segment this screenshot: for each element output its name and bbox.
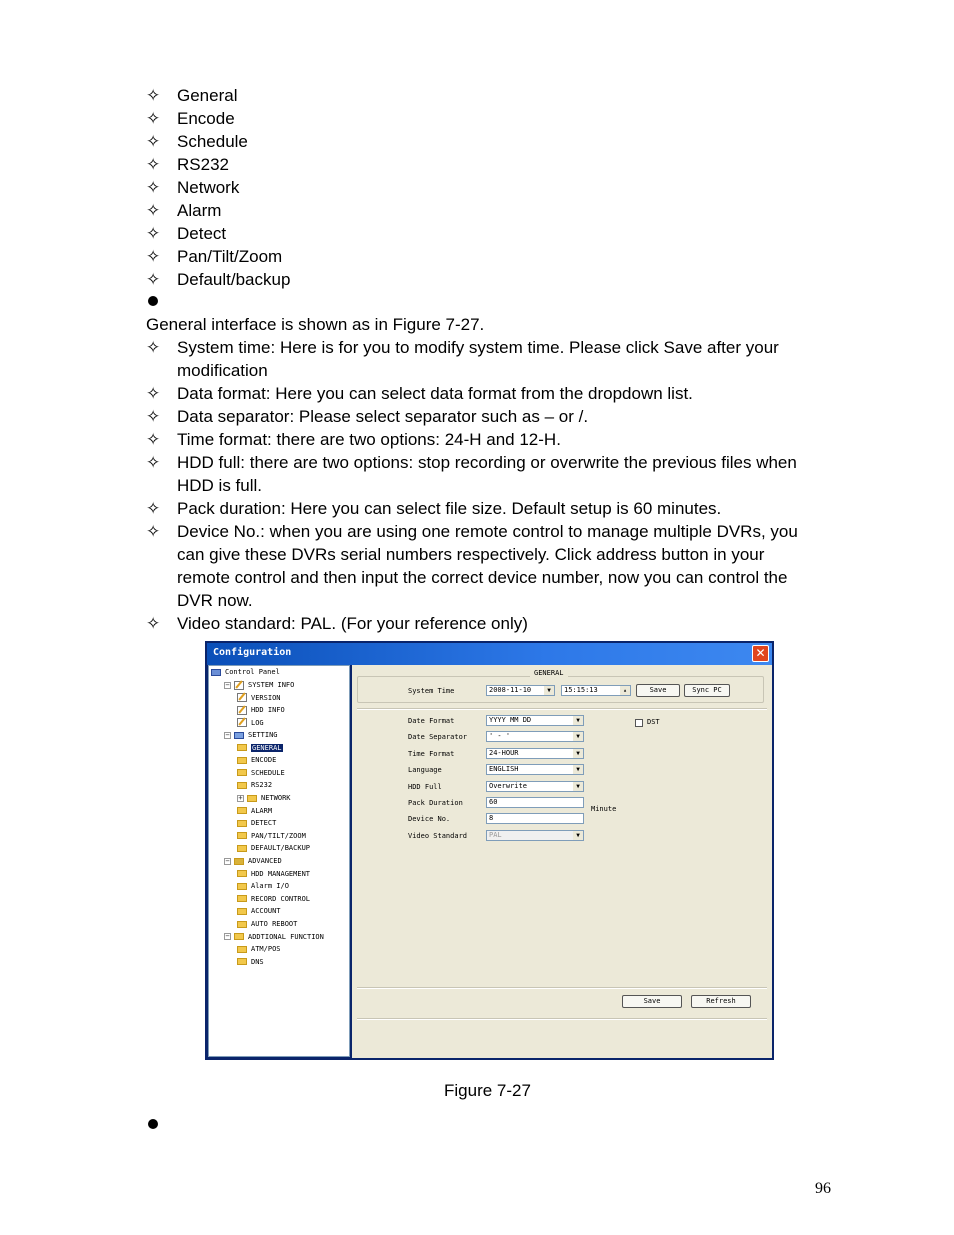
tree-node[interactable] — [224, 857, 282, 865]
tree-node[interactable] — [237, 718, 264, 727]
tree-node[interactable] — [237, 882, 289, 890]
star-bullet-icon: ✧ — [146, 453, 161, 472]
pack-duration-value: 60 — [489, 798, 498, 806]
pack-duration-input[interactable] — [486, 797, 584, 808]
tree-node-label: RECORD CONTROL — [251, 894, 311, 903]
description-line: HDD is full. — [177, 476, 263, 495]
tree-node-label: SCHEDULE — [251, 768, 285, 777]
time-format-value: 24-HOUR — [489, 748, 519, 757]
intro-text: General interface is shown as in Figure 7-27. — [146, 315, 485, 334]
window-title: Configuration — [213, 647, 292, 658]
tree-node-label: ADDTIONAL FUNCTION — [248, 932, 324, 941]
folder-icon — [237, 832, 247, 839]
minute-label: Minute — [591, 805, 617, 813]
divider — [357, 987, 767, 989]
tree-node[interactable] — [237, 895, 310, 903]
configuration-window — [205, 641, 774, 1060]
description-line: modification — [177, 361, 268, 380]
tree-node-label: HDD INFO — [251, 706, 285, 715]
tree-node[interactable] — [237, 945, 281, 953]
description-line: remote control and then input the correct device number, now you can control the — [177, 568, 788, 587]
folder-icon — [237, 820, 247, 827]
star-bullet-icon: ✧ — [146, 109, 161, 128]
folder-icon — [237, 744, 247, 751]
video-standard-label: Video Standard — [408, 831, 468, 840]
time-format-select[interactable] — [486, 748, 584, 759]
star-bullet-icon: ✧ — [146, 132, 161, 151]
date-field[interactable] — [486, 685, 555, 696]
collapse-icon[interactable]: − — [225, 730, 230, 739]
tree-node-label: SETTING — [248, 731, 278, 739]
tree-node[interactable] — [237, 870, 310, 878]
expand-icon[interactable]: + — [238, 793, 243, 802]
submenu-item: Detect — [177, 224, 227, 243]
tree-node[interactable] — [237, 920, 297, 928]
tree-node-label: GENERAL — [252, 743, 282, 752]
divider — [357, 708, 767, 710]
tree-node-label: PAN/TILT/ZOOM — [251, 831, 306, 840]
language-label: Language — [408, 766, 442, 775]
sync-pc-button[interactable]: Sync PC — [684, 684, 730, 697]
date-separator-label: Date Separator — [408, 733, 468, 742]
tree-node-label: LOG — [251, 718, 264, 727]
tree-node[interactable] — [224, 681, 294, 690]
star-bullet-icon: ✧ — [146, 247, 161, 266]
submenu-item: General — [177, 86, 238, 105]
divider — [357, 1018, 767, 1020]
edit-icon — [237, 693, 247, 702]
tree-node[interactable] — [237, 794, 291, 802]
tree-node-label: ENCODE — [251, 756, 277, 765]
submenu-item: Network — [177, 178, 240, 197]
close-icon[interactable]: ✕ — [752, 645, 769, 662]
description-line: Video standard: PAL. (For your reference only) — [177, 614, 528, 633]
language-value: ENGLISH — [489, 765, 519, 774]
folder-icon — [234, 933, 244, 940]
star-bullet-icon: ✧ — [146, 407, 161, 426]
chevron-down-icon[interactable]: ▼ — [573, 782, 583, 791]
star-bullet-icon: ✧ — [146, 430, 161, 449]
chevron-down-icon[interactable]: ▼ — [573, 732, 583, 741]
folder-icon — [237, 757, 247, 764]
submenu-item: RS232 — [177, 155, 229, 174]
save-top-button[interactable]: Save — [636, 684, 680, 697]
date-value: 2008-11-10 — [489, 686, 532, 694]
tree-node-label: AUTO REBOOT — [251, 920, 298, 928]
chevron-down-icon[interactable]: ▼ — [573, 765, 583, 774]
star-bullet-icon: ✧ — [146, 201, 161, 220]
folder-icon — [247, 795, 257, 802]
folder-icon — [237, 921, 247, 928]
star-bullet-icon: ✧ — [146, 499, 161, 518]
date-format-label: Date Format — [408, 717, 455, 725]
date-format-value: YYYY MM DD — [489, 716, 532, 724]
date-separator-value: ' - ' — [489, 732, 511, 741]
control-panel-tree — [208, 665, 350, 1057]
time-field[interactable] — [561, 685, 631, 696]
description-line: Pack duration: Here you can select file size. Default setup is 60 minutes. — [177, 499, 722, 518]
collapse-icon[interactable]: − — [225, 856, 230, 865]
date-format-select[interactable] — [486, 715, 584, 726]
folder-icon — [237, 908, 247, 915]
star-bullet-icon: ✧ — [146, 178, 161, 197]
dst-label: DST — [647, 718, 660, 726]
spin-icon[interactable]: ▴ — [620, 686, 630, 695]
star-bullet-icon: ✧ — [146, 338, 161, 357]
page-number: 96 — [815, 1180, 831, 1197]
description-line: can give these DVRs serial numbers respectively. Click address button in your — [177, 545, 765, 564]
chevron-down-icon[interactable]: ▼ — [544, 686, 554, 695]
device-no-value: 8 — [489, 814, 494, 823]
time-format-label: Time Format — [408, 749, 455, 758]
folder-icon — [234, 858, 244, 865]
hdd-full-label: HDD Full — [408, 782, 442, 791]
collapse-icon[interactable]: − — [225, 932, 230, 941]
date-separator-select[interactable] — [486, 731, 584, 742]
bullet-dot-1 — [148, 296, 158, 306]
star-bullet-icon: ✧ — [146, 270, 161, 289]
tree-node-label: ATM/POS — [251, 945, 281, 954]
tree-node-label: DNS — [251, 957, 264, 966]
chevron-down-icon[interactable]: ▼ — [573, 831, 583, 840]
description-line: Device No.: when you are using one remote control to manage multiple DVRs, you — [177, 522, 798, 541]
edit-icon — [237, 718, 247, 727]
tree-node-label: DEFAULT/BACKUP — [251, 844, 311, 853]
folder-icon — [234, 732, 244, 739]
tree-node[interactable] — [237, 844, 310, 852]
tree-node[interactable] — [237, 693, 281, 702]
tree-node-label: Alarm I/O — [251, 882, 289, 891]
device-no-input[interactable] — [486, 813, 584, 824]
tree-node[interactable] — [237, 781, 272, 789]
submenu-item: Default/backup — [177, 270, 291, 289]
description-line: HDD full: there are two options: stop recording or overwrite the previous files when — [177, 453, 797, 472]
folder-icon — [237, 883, 247, 890]
hdd-full-value: Overwrite — [489, 781, 527, 790]
star-bullet-icon: ✧ — [146, 224, 161, 243]
tree-node-label: HDD MANAGEMENT — [251, 869, 311, 878]
time-value: 15:15:13 — [564, 686, 598, 694]
folder-icon — [237, 807, 247, 814]
folder-icon — [237, 958, 247, 965]
tree-node-label: VERSION — [251, 693, 281, 702]
tree-node[interactable] — [237, 819, 276, 827]
description-line: Data separator: Please select separator such as – or /. — [177, 407, 589, 426]
star-bullet-icon: ✧ — [146, 614, 161, 633]
tree-node[interactable] — [237, 907, 281, 915]
tree-node[interactable] — [224, 933, 324, 941]
figure-caption: Figure 7-27 — [444, 1081, 531, 1100]
section-title: GENERAL — [530, 669, 568, 677]
tree-node-label: Control Panel — [225, 668, 280, 676]
tree-node[interactable] — [237, 958, 264, 966]
window-titlebar — [207, 643, 772, 665]
submenu-item: Encode — [177, 109, 235, 128]
tree-node[interactable] — [237, 744, 283, 752]
pack-duration-label: Pack Duration — [408, 799, 463, 807]
submenu-item: Schedule — [177, 132, 248, 151]
folder-icon — [237, 895, 247, 902]
tree-node-label: DETECT — [251, 819, 277, 828]
description-line: DVR now. — [177, 591, 253, 610]
chevron-down-icon[interactable]: ▼ — [573, 749, 583, 758]
chevron-down-icon[interactable]: ▼ — [573, 716, 583, 725]
tree-node[interactable] — [211, 668, 280, 676]
tree-node-label: SYSTEM INFO — [248, 681, 295, 690]
submenu-item: Alarm — [177, 201, 222, 220]
star-bullet-icon: ✧ — [146, 155, 161, 174]
star-bullet-icon: ✧ — [146, 86, 161, 105]
submenu-item: Pan/Tilt/Zoom — [177, 247, 283, 266]
description-line: Data format: Here you can select data format from the dropdown list. — [177, 384, 693, 403]
collapse-icon[interactable]: − — [225, 680, 230, 689]
tree-node-label: ADVANCED — [248, 857, 282, 865]
tree-node[interactable] — [237, 807, 272, 815]
folder-icon — [237, 769, 247, 776]
star-bullet-icon: ✧ — [146, 522, 161, 541]
tree-node-label: ALARM — [251, 806, 273, 815]
folder-icon — [237, 845, 247, 852]
folder-icon — [237, 946, 247, 953]
description-line: Time format: there are two options: 24-H and 12-H. — [177, 430, 561, 449]
edit-icon — [237, 706, 247, 715]
tree-node-label: RS232 — [251, 781, 273, 790]
folder-icon — [237, 782, 247, 789]
star-bullet-icon: ✧ — [146, 384, 161, 403]
video-standard-select[interactable] — [486, 830, 584, 841]
tree-node[interactable] — [237, 756, 276, 764]
device-no-label: Device No. — [408, 815, 451, 824]
tree-node[interactable] — [237, 832, 306, 840]
tree-node[interactable] — [237, 706, 285, 715]
video-standard-value: PAL — [489, 830, 502, 839]
bullet-dot-2 — [148, 1119, 158, 1129]
tree-node[interactable] — [224, 731, 278, 739]
dst-checkbox[interactable] — [635, 719, 643, 727]
edit-icon — [234, 681, 244, 690]
tree-node-label: NETWORK — [261, 794, 291, 802]
tree-node-label: ACCOUNT — [251, 907, 281, 916]
refresh-button[interactable]: Refresh — [691, 995, 751, 1008]
tree-node[interactable] — [237, 769, 285, 777]
save-button[interactable]: Save — [622, 995, 682, 1008]
hdd-full-select[interactable] — [486, 781, 584, 792]
general-panel — [352, 665, 772, 1058]
system-time-label: System Time — [408, 687, 455, 695]
language-select[interactable] — [486, 764, 584, 775]
folder-icon — [237, 870, 247, 877]
description-line: System time: Here is for you to modify system time. Please click Save after your — [177, 338, 779, 357]
computer-icon — [211, 669, 221, 676]
